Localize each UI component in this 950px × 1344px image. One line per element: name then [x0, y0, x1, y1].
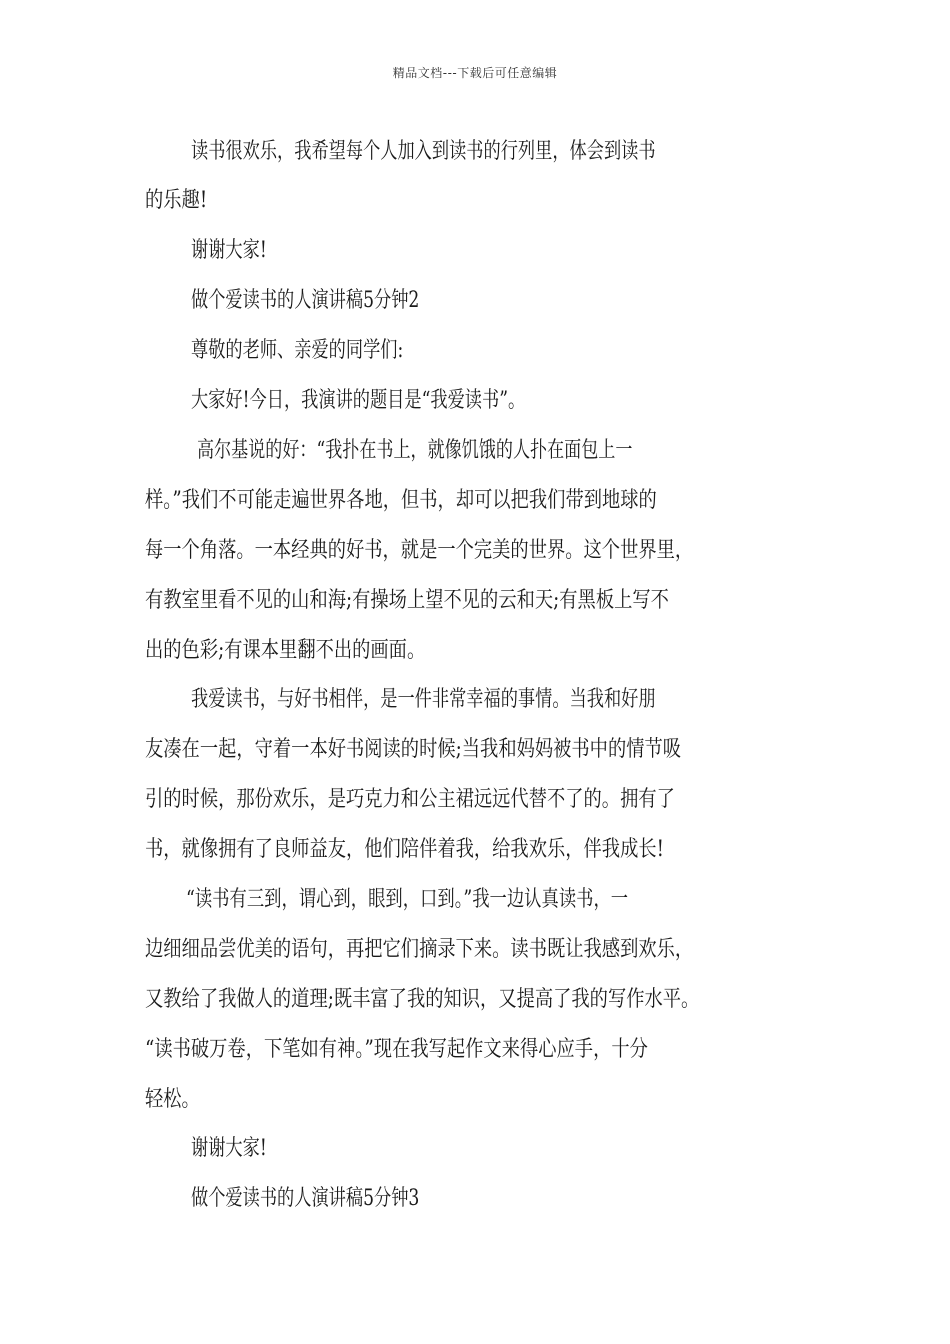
body-line: 尊敬的老师、亲爱的同学们:	[191, 338, 404, 363]
body-line: 高尔基说的好：“我扑在书上，就像饥饿的人扑在面包上一	[197, 438, 633, 463]
section-heading: 做个爱读书的人演讲稿5分钟3	[191, 1186, 420, 1211]
body-line: 轻松。	[145, 1087, 200, 1112]
body-line: 引的时候，那份欢乐，是巧克力和公主裙远远代替不了的。拥有了	[145, 787, 675, 812]
page-header: 精品文档---下载后可任意编辑	[392, 66, 558, 80]
body-line: 样。”我们不可能走遍世界各地，但书，却可以把我们带到地球的	[145, 488, 657, 513]
body-line: 大家好!今日，我演讲的题目是“我爱读书”。	[191, 388, 526, 413]
body-line: 谢谢大家!	[191, 238, 267, 263]
body-line: “读书有三到，谓心到，眼到，口到。”我一边认真读书，一	[186, 887, 629, 912]
body-line: 谢谢大家!	[191, 1136, 267, 1161]
body-line: 书，就像拥有了良师益友，他们陪伴着我，给我欢乐，伴我成长!	[145, 837, 664, 862]
body-line: 有教室里看不见的山和海;有操场上望不见的云和天;有黑板上写不	[145, 588, 669, 613]
body-line: 出的色彩;有课本里翻不出的画面。	[145, 638, 426, 663]
body-line: 边细细品尝优美的语句，再把它们摘录下来。读书既让我感到欢乐，	[145, 937, 694, 962]
body-line: 我爱读书，与好书相伴，是一件非常幸福的事情。当我和好朋	[191, 687, 656, 712]
section-heading: 做个爱读书的人演讲稿5分钟2	[191, 288, 420, 313]
body-line: 又教给了我做人的道理;既丰富了我的知识，又提高了我的写作水平。	[145, 987, 700, 1012]
body-line: 的乐趣!	[145, 188, 208, 213]
body-line: “读书破万卷，下笔如有神。”现在我写起作文来得心应手，十分	[145, 1037, 648, 1062]
body-line: 读书很欢乐，我希望每个人加入到读书的行列里，体会到读书	[191, 139, 656, 164]
body-line: 友凑在一起，守着一本好书阅读的时候;当我和妈妈被书中的情节吸	[145, 737, 682, 762]
body-line: 每一个角落。一本经典的好书，就是一个完美的世界。这个世界里，	[145, 538, 694, 563]
